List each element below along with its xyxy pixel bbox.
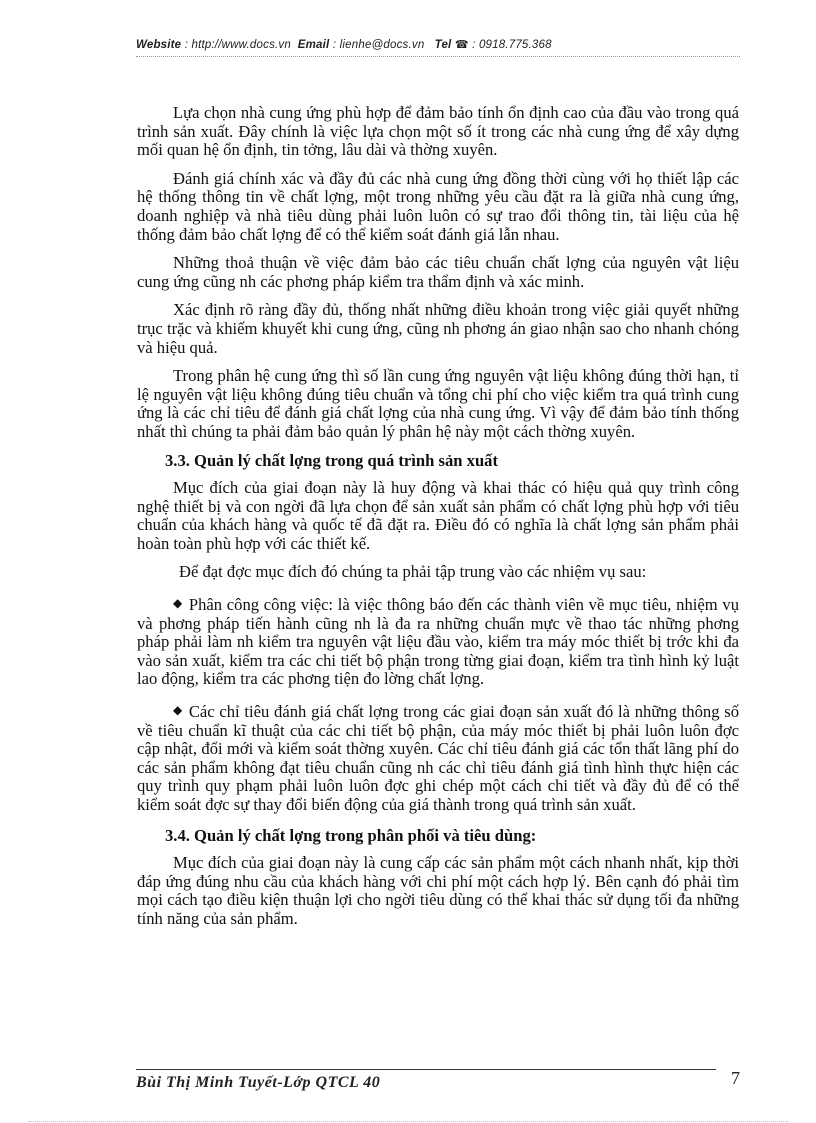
paragraph: Để đạt đợc mục đích đó chúng ta phải tập trung vào các nhiệm vụ sau: xyxy=(179,562,647,582)
bullet-item xyxy=(137,594,739,689)
paragraph: Lựa chọn nhà cung ứng phù hợp để đảm bảo tính ổn định cao của đầu vào trong quá trình sản xuất. Đây chính là việc lựa chọn một số ít trong các nhà cung ứng để xây dựng mối quan hệ ổn định, tin tởng, lâu dài và thờng xuyên. xyxy=(137,103,739,160)
phone-icon: ☎ xyxy=(454,39,469,51)
header-divider xyxy=(136,56,740,57)
diamond-icon: ◆ xyxy=(173,596,183,611)
tel-number: : 0918.775.368 xyxy=(472,39,552,51)
paragraph: Những thoả thuận về việc đảm bảo các tiêu chuẩn chất lợng của nguyên vật liệu cung ứng cũng nh các phơng pháp kiểm tra thẩm định và xác minh. xyxy=(137,253,739,291)
paragraph: Xác định rõ ràng đầy đủ, thống nhất những điều khoản trong việc giải quyết những trục trặc và khiếm khuyết khi cung ứng, cũng nh phơng án giao nhận sao cho nhanh chóng và hiệu quả. xyxy=(137,300,739,357)
website-url[interactable]: : http://www.docs.vn xyxy=(184,39,291,51)
section-heading-3-3: 3.3. Quản lý chất lợng trong quá trình sản xuất xyxy=(165,450,498,470)
diamond-icon: ◆ xyxy=(173,703,183,718)
paragraph: Mục đích của giai đoạn này là cung cấp các sản phẩm một cách nhanh nhất, kịp thời đáp ứng đúng nhu cầu của khách hàng với chi phí một cách hợp lý. Bên cạnh đó phải tìm mọi cách tạo điều kiện thuận lợi cho ngời tiêu dùng có thể khai thác sử dụng tối đa những tính năng của sản phẩm. xyxy=(137,853,739,928)
website-label: Website xyxy=(136,39,182,51)
bullet-text: Phân công công việc: là việc thông báo đến các thành viên về mục tiêu, nhiệm vụ và phơng pháp tiến hành cũng nh là đa ra những chuẩn mực về thao tác những phơng pháp phải làm nh kiểm tra nguyên vật liệu đầu vào, kiểm tra máy móc thiết bị trớc khi đa vào sản xuất, kiểm tra các chi tiết bộ phận trong từng giai đoạn, kiểm tra tình hình kỷ luật lao động, kiểm tra các phơng tiện đo lờng chất lợng. xyxy=(137,595,740,689)
email-address[interactable]: : lienhe@docs.vn xyxy=(332,39,425,51)
paragraph: Đánh giá chính xác và đầy đủ các nhà cung ứng đồng thời cùng với họ thiết lập các hệ thống thông tin về chất lợng, một trong những yêu cầu đặt ra là giữa nhà cung ứng, doanh nghiệp và nhà tiêu dùng phải luôn luôn có sự trao đổi thông tin, tài liệu của hệ thống đảm bảo chất lợng để có thể kiểm soát đánh giá lẫn nhau. xyxy=(137,168,739,244)
page-header xyxy=(136,38,740,51)
paragraph: Trong phân hệ cung ứng thì số lần cung ứng nguyên vật liệu không đúng thời hạn, tỉ lệ nguyên vật liệu không đúng tiêu chuẩn và tổng chi phí cho việc kiểm tra quá trình cung ứng là các chỉ tiêu để đánh giá chất lợng của nhà cung ứng. Vì vậy để đảm bảo tính thống nhất thì chúng ta phải đảm bảo quản lý phân hệ này một cách thờng xuyên. xyxy=(137,366,739,441)
page-bottom-divider xyxy=(28,1121,788,1122)
email-label: Email xyxy=(297,39,330,51)
bullet-item xyxy=(137,701,739,815)
document-body xyxy=(137,104,739,939)
bullet-text: Các chỉ tiêu đánh giá chất lợng trong các giai đoạn sản xuất đó là những thông số về tiêu chuẩn kĩ thuật của các chi tiết bộ phận, của máy móc thiết bị phải luôn luôn đợc cập nhật, đổi mới và kiểm soát thờng xuyên. Các chỉ tiêu đánh giá các tổn thất lãng phí do các sản phẩm không đạt tiêu chuẩn cũng nh các chỉ tiêu đánh giá tình hình thực hiện các quy trình quy phạm phải luôn luôn đợc ghi chép một cách chi tiết và đầy đủ để có thể kiểm soát đợc sự thay đổi biến động của giá thành trong quá trình sản xuất. xyxy=(137,702,740,814)
footer-divider xyxy=(136,1069,716,1070)
tel-label: Tel xyxy=(434,39,452,51)
footer-author: Bùi Thị Minh Tuyết-Lớp QTCL 40 xyxy=(136,1074,381,1091)
paragraph: Mục đích của giai đoạn này là huy động và khai thác có hiệu quả quy trình công nghệ thiết bị và con ngời đã lựa chọn để sản xuất sản phẩm có chất lợng phù hợp với tiêu chuẩn của khách hàng và quốc tế đã đặt ra. Điều đó có nghĩa là chất lợng sản phẩm phải hoàn toàn phù hợp với các thiết kế. xyxy=(137,478,739,553)
page-number: 7 xyxy=(731,1068,740,1088)
section-heading-3-4: 3.4. Quản lý chất lợng trong phân phối và tiêu dùng: xyxy=(165,825,537,845)
